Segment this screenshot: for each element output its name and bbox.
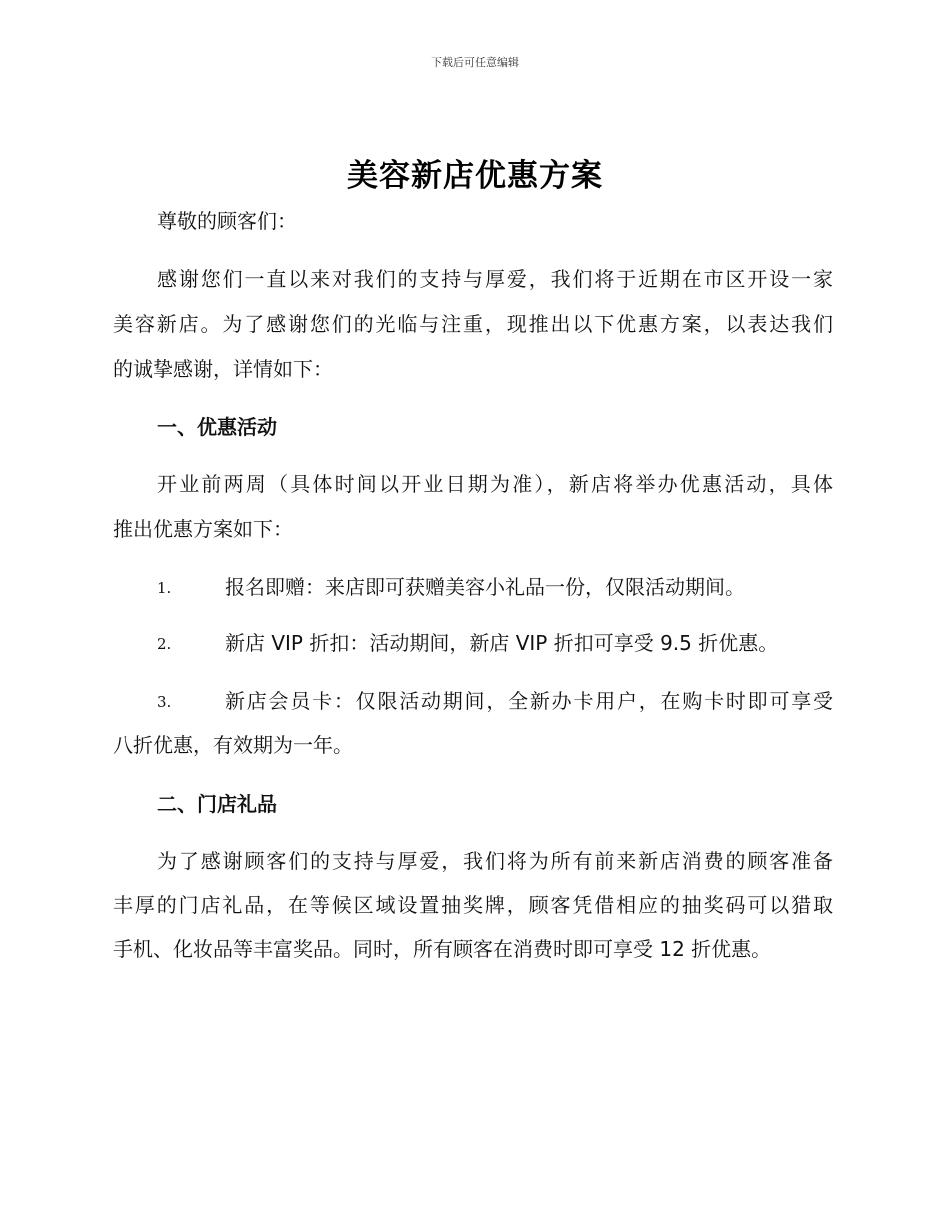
gifts-para-line-1: 为了感谢顾客们的支持与厚爱，我们将为所有前来新店消费的顾客准备 [157,849,833,873]
list-item-text: 报名即赠：来店即可获赠美容小礼品一份，仅限活动期间。 [225,575,745,599]
gifts-para-line-3: 手机、化妆品等丰富奖品。同时，所有顾客在消费时即可享受 12 折优惠。 [113,937,772,961]
list-item-number: 1. [157,579,172,597]
intro-line-3: 的诚挚感谢，详情如下： [113,357,333,381]
gifts-para-line-2: 丰厚的门店礼品，在等候区域设置抽奖牌，顾客凭借相应的抽奖码可以猎取 [113,893,833,917]
section-heading-offers: 一、优惠活动 [157,415,277,439]
list-item-text: 新店 VIP 折扣：活动期间，新店 VIP 折扣可享受 9.5 折优惠。 [225,631,779,655]
offers-para-line-1: 开业前两周（具体时间以开业日期为准），新店将举办优惠活动，具体 [157,472,833,496]
list-item-number: 2. [157,635,172,653]
intro-line-2: 美容新店。为了感谢您们的光临与注重，现推出以下优惠方案，以表达我们 [113,312,833,336]
list-item-text: 新店会员卡：仅限活动期间，全新办卡用户，在购卡时即可享受 [225,689,833,713]
header-note: 下载后可任意编辑 [431,56,519,69]
greeting: 尊敬的顾客们： [157,209,297,233]
list-item-text-continued: 八折优惠，有效期为一年。 [113,733,353,757]
offers-para-line-2: 推出优惠方案如下： [113,517,293,541]
section-heading-gifts: 二、门店礼品 [157,792,277,816]
list-item-number: 3. [157,693,172,711]
document-title: 美容新店优惠方案 [347,158,603,194]
intro-line-1: 感谢您们一直以来对我们的支持与厚爱，我们将于近期在市区开设一家 [157,267,833,291]
